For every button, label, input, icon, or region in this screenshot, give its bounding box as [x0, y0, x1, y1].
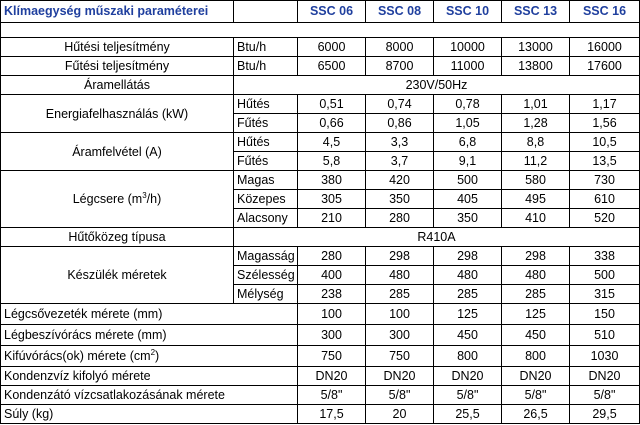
row-label: Kondenzátó vízcsatlakozásának mérete: [1, 386, 298, 405]
value-cell: 150: [570, 304, 640, 325]
row-label: Súly (kg): [1, 405, 298, 424]
row-label: Áramellátás: [1, 76, 234, 95]
value-cell: 580: [502, 171, 570, 190]
table-row: [1, 325, 640, 346]
value-cell: 520: [570, 209, 640, 228]
sub-label: Mélység: [234, 285, 298, 304]
value-cell: 5/8": [570, 386, 640, 405]
value-cell: 1030: [570, 346, 640, 367]
value-cell: 17600: [570, 57, 640, 76]
value-cell: 280: [298, 247, 366, 266]
value-cell: 750: [366, 346, 434, 367]
spacer-row: [1, 23, 640, 38]
row-label: [1, 346, 298, 367]
value-cell: 11000: [434, 57, 502, 76]
value-cell: 730: [570, 171, 640, 190]
value-cell: 380: [298, 171, 366, 190]
label-superscript: 2: [150, 348, 156, 357]
value-cell: 5/8": [502, 386, 570, 405]
value-cell: 4,5: [298, 133, 366, 152]
value-cell: 5/8": [434, 386, 502, 405]
value-cell: 125: [434, 304, 502, 325]
label-text: Légcsere (m: [72, 192, 143, 206]
value-cell: 350: [366, 190, 434, 209]
table-row: [1, 133, 640, 152]
table-row: [1, 228, 640, 247]
merged-value-cell: 230V/50Hz: [234, 76, 640, 95]
table-row: [1, 367, 640, 386]
table-row: [1, 386, 640, 405]
row-label: Fűtési teljesítmény: [1, 57, 234, 76]
value-cell: 5/8": [366, 386, 434, 405]
table-row: [1, 171, 640, 190]
value-cell: 13800: [502, 57, 570, 76]
value-cell: 9,1: [434, 152, 502, 171]
value-cell: 800: [502, 346, 570, 367]
table-row: [1, 38, 640, 57]
sub-label: Hűtés: [234, 95, 298, 114]
value-cell: 6000: [298, 38, 366, 57]
row-label: Hűtőközeg típusa: [1, 228, 234, 247]
label-text: /h): [146, 192, 162, 206]
table-row: [1, 76, 640, 95]
label-superscript: 3: [142, 191, 147, 200]
row-label: Hűtési teljesítmény: [1, 38, 234, 57]
value-cell: 100: [298, 304, 366, 325]
row-label: Készülék méretek: [1, 247, 234, 304]
unit-cell: Btu/h: [234, 38, 298, 57]
value-cell: 5/8": [298, 386, 366, 405]
value-cell: 298: [366, 247, 434, 266]
value-cell: 495: [502, 190, 570, 209]
value-cell: 450: [434, 325, 502, 346]
sub-label: Alacsony: [234, 209, 298, 228]
value-cell: 0,78: [434, 95, 502, 114]
value-cell: 6500: [298, 57, 366, 76]
value-cell: 8,8: [502, 133, 570, 152]
value-cell: 315: [570, 285, 640, 304]
table-row: [1, 405, 640, 424]
unit-cell: Btu/h: [234, 57, 298, 76]
row-label: Légbeszívórács mérete (mm): [1, 325, 298, 346]
value-cell: 300: [298, 325, 366, 346]
model-header: SSC 10: [434, 1, 502, 23]
value-cell: 500: [570, 266, 640, 285]
value-cell: 338: [570, 247, 640, 266]
value-cell: 285: [366, 285, 434, 304]
value-cell: 6,8: [434, 133, 502, 152]
row-label: Kondenzvíz kifolyó mérete: [1, 367, 298, 386]
value-cell: 13000: [502, 38, 570, 57]
value-cell: 1,56: [570, 114, 640, 133]
value-cell: 238: [298, 285, 366, 304]
table-title: Klímaegység műszaki paraméterei: [1, 1, 234, 23]
value-cell: 350: [434, 209, 502, 228]
label-text: Kifúvórács(ok) mérete (cm: [4, 349, 151, 363]
value-cell: 210: [298, 209, 366, 228]
value-cell: 10000: [434, 38, 502, 57]
value-cell: 610: [570, 190, 640, 209]
value-cell: 100: [366, 304, 434, 325]
value-cell: 8700: [366, 57, 434, 76]
model-header: SSC 06: [298, 1, 366, 23]
table-row: [1, 95, 640, 114]
value-cell: 480: [366, 266, 434, 285]
value-cell: 510: [570, 325, 640, 346]
value-cell: 285: [434, 285, 502, 304]
value-cell: 1,28: [502, 114, 570, 133]
model-header: SSC 16: [570, 1, 640, 23]
value-cell: DN20: [298, 367, 366, 386]
value-cell: DN20: [434, 367, 502, 386]
table-row: [1, 247, 640, 266]
value-cell: 1,17: [570, 95, 640, 114]
value-cell: 305: [298, 190, 366, 209]
value-cell: 750: [298, 346, 366, 367]
value-cell: 0,74: [366, 95, 434, 114]
value-cell: 3,7: [366, 152, 434, 171]
spacer-cell: [1, 23, 640, 38]
value-cell: 0,51: [298, 95, 366, 114]
value-cell: 125: [502, 304, 570, 325]
value-cell: 1,01: [502, 95, 570, 114]
value-cell: 8000: [366, 38, 434, 57]
value-cell: 25,5: [434, 405, 502, 424]
value-cell: 29,5: [570, 405, 640, 424]
header-row: [1, 1, 640, 23]
table-row: [1, 346, 640, 367]
value-cell: 20: [366, 405, 434, 424]
value-cell: 1,05: [434, 114, 502, 133]
value-cell: 410: [502, 209, 570, 228]
model-header: SSC 13: [502, 1, 570, 23]
value-cell: 17,5: [298, 405, 366, 424]
value-cell: DN20: [502, 367, 570, 386]
value-cell: 10,5: [570, 133, 640, 152]
sub-label: Hűtés: [234, 133, 298, 152]
value-cell: 450: [502, 325, 570, 346]
sub-label: Közepes: [234, 190, 298, 209]
value-cell: 285: [502, 285, 570, 304]
value-cell: DN20: [570, 367, 640, 386]
value-cell: 13,5: [570, 152, 640, 171]
value-cell: 0,66: [298, 114, 366, 133]
value-cell: 800: [434, 346, 502, 367]
value-cell: 298: [502, 247, 570, 266]
value-cell: 3,3: [366, 133, 434, 152]
value-cell: 500: [434, 171, 502, 190]
table-row: [1, 57, 640, 76]
value-cell: 420: [366, 171, 434, 190]
row-label: Légcsővezeték mérete (mm): [1, 304, 298, 325]
row-label: [1, 171, 234, 228]
label-text: ): [155, 349, 160, 363]
value-cell: 0,86: [366, 114, 434, 133]
sub-label: Magas: [234, 171, 298, 190]
value-cell: 298: [434, 247, 502, 266]
header-empty-cell: [234, 1, 298, 23]
value-cell: 300: [366, 325, 434, 346]
sub-label: Fűtés: [234, 114, 298, 133]
model-header: SSC 08: [366, 1, 434, 23]
sub-label: Magasság: [234, 247, 298, 266]
sub-label: Szélesség: [234, 266, 298, 285]
value-cell: 16000: [570, 38, 640, 57]
value-cell: 280: [366, 209, 434, 228]
row-label: Áramfelvétel (A): [1, 133, 234, 171]
value-cell: 480: [434, 266, 502, 285]
value-cell: DN20: [366, 367, 434, 386]
value-cell: 405: [434, 190, 502, 209]
table-row: [1, 304, 640, 325]
merged-value-cell: R410A: [234, 228, 640, 247]
value-cell: 11,2: [502, 152, 570, 171]
value-cell: 26,5: [502, 405, 570, 424]
value-cell: 480: [502, 266, 570, 285]
row-label: Energiafelhasználás (kW): [1, 95, 234, 133]
value-cell: 400: [298, 266, 366, 285]
value-cell: 5,8: [298, 152, 366, 171]
sub-label: Fűtés: [234, 152, 298, 171]
